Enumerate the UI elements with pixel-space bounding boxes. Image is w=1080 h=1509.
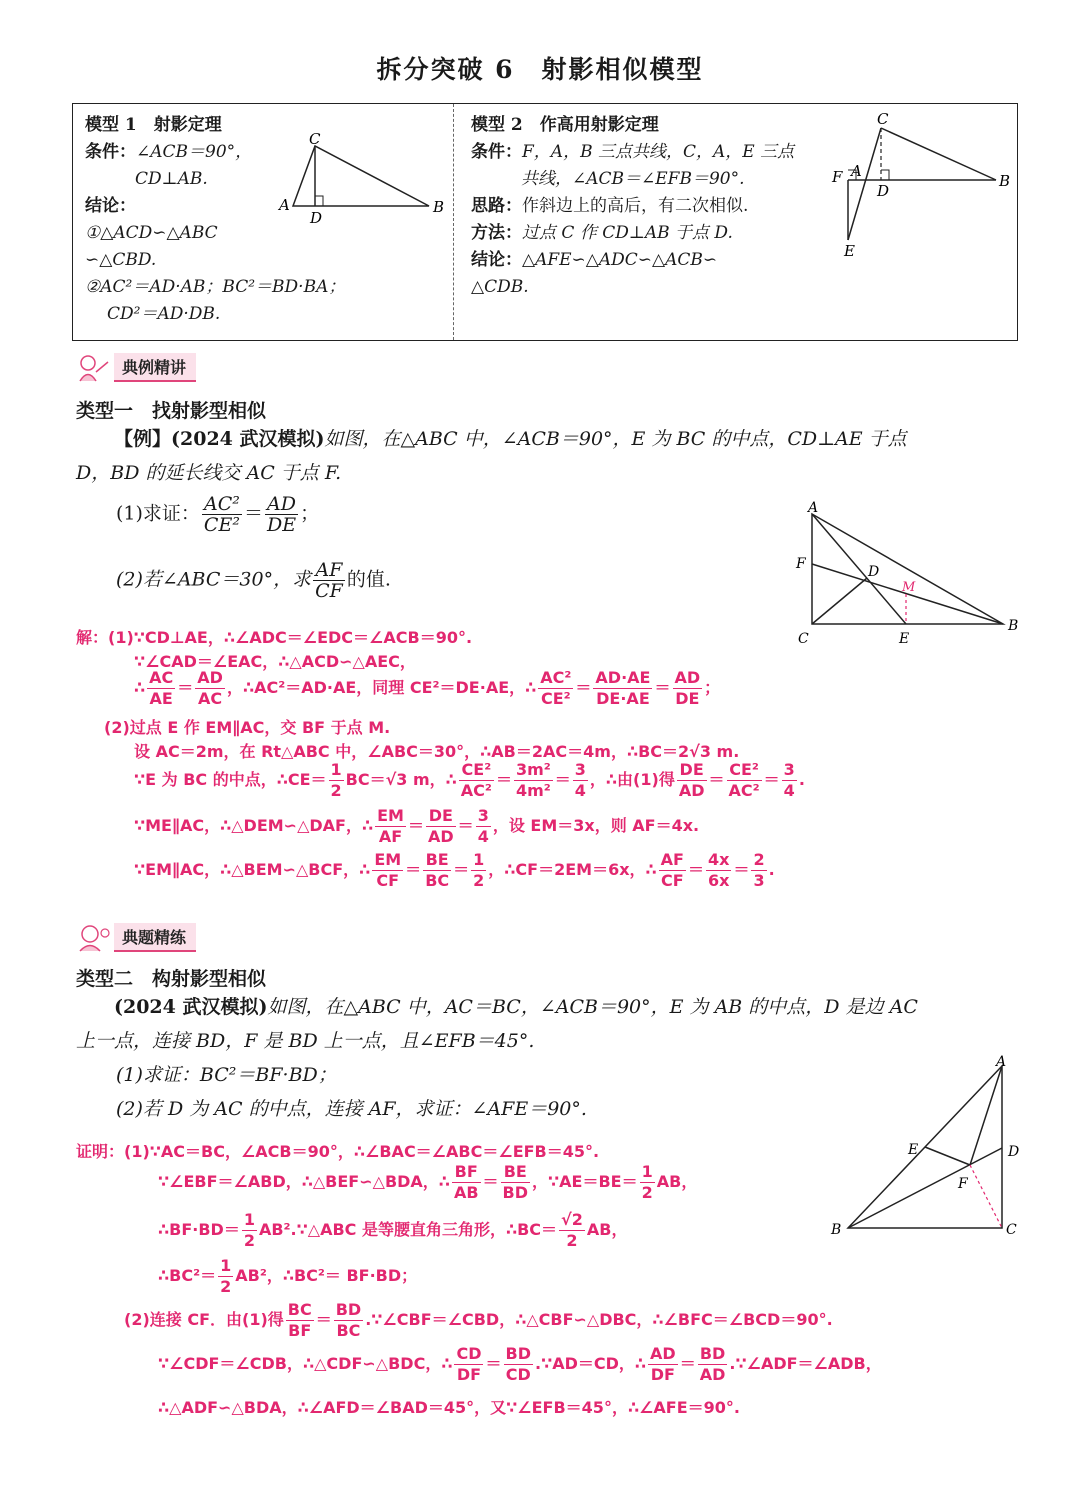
proof-l7: ∴△ADF∽△BDA，∴∠AFD＝∠BAD＝45°，又∵∠EFB＝45°，∴∠AFE＝90°. <box>158 1398 741 1417</box>
q1-frac-right-num: AD <box>265 494 298 515</box>
model1-heading: 模型 1 射影定理 <box>85 115 222 135</box>
model2-condition-2: 共线，∠ACB＝∠EFB＝90°. <box>521 169 745 189</box>
pf-l6-f1n: CD <box>456 1344 482 1363</box>
sol-l6-f4n: 3 <box>574 760 586 779</box>
pf-l4-f1d: 2 <box>220 1277 232 1296</box>
sol-l8-f3d: 2 <box>473 871 485 890</box>
model1-condition-label: 条件： <box>85 142 136 162</box>
sol-l8-a: ∵EM∥AC，∴△BEM∽△BCF，∴ <box>134 860 371 879</box>
pf-l6-frac1 <box>454 1344 483 1385</box>
solution-l7 <box>134 806 699 847</box>
sol-l6-frac4 <box>573 760 588 801</box>
sol-l8-f5d: 6x <box>708 871 730 890</box>
sol-l7-frac3 <box>476 806 491 847</box>
sol-l7-f2n: DE <box>426 806 456 827</box>
sol-l8-frac6 <box>751 850 766 891</box>
sol-l6-f3d: 4m² <box>515 781 551 800</box>
example-figure <box>780 500 1030 650</box>
ex-label-c: C <box>798 631 809 647</box>
pf-l2-f3n: 1 <box>641 1162 653 1181</box>
sol-l7-f2d: AD <box>428 827 454 846</box>
pf-l2-f1n: BF <box>452 1162 481 1183</box>
pf-l2-f3d: 2 <box>641 1183 653 1202</box>
sol-l8-f6n: 2 <box>753 850 765 869</box>
sol-l6-f2d: AC² <box>460 781 492 800</box>
ex-label-b: B <box>1008 618 1019 634</box>
sol-l6-g: ＝ <box>763 770 780 789</box>
sol-l6-frac7 <box>782 760 797 801</box>
sol-l6-f: ＝ <box>708 770 725 789</box>
sol-l3-f2n: AD <box>197 668 223 687</box>
q1-prefix: (1)求证： <box>116 502 200 525</box>
sol-l6-frac2 <box>459 760 494 801</box>
sol-l7-f1d: AF <box>378 827 403 846</box>
sol-l8-frac2 <box>423 850 451 891</box>
sol-l7-b: ＝ <box>407 816 424 835</box>
sol-l7-f1n: EM <box>377 806 404 825</box>
pf-l6-frac3 <box>648 1344 678 1385</box>
model2-method-label: 方法： <box>471 223 522 243</box>
sol-l6-f2n: CE² <box>459 760 494 781</box>
pf-l3-c: AB， <box>586 1220 628 1239</box>
q1-frac-left <box>202 494 242 535</box>
q1-frac-right <box>265 494 298 535</box>
pf-l6-d: ＝ <box>679 1354 696 1373</box>
example-problem <box>76 422 1020 490</box>
sol-l8-f4d: CF <box>660 871 684 890</box>
pf-l5-f1n: BC <box>287 1300 312 1319</box>
solution-l8 <box>134 850 775 891</box>
pf-l2-b: ＝ <box>482 1172 499 1191</box>
pf-l3-a: ∴BF·BD＝ <box>158 1220 240 1239</box>
practice-q1: (1)求证：BC²＝BF·BD； <box>116 1064 337 1086</box>
sol-l3-b: ＝ <box>177 678 194 697</box>
pf-l6-frac2 <box>504 1344 533 1385</box>
sol-l3-f: ； <box>704 678 721 697</box>
student-icon <box>74 924 112 952</box>
sol-l6-f6n: CE² <box>727 760 762 781</box>
model-divider <box>453 104 454 340</box>
model2-label-d: D <box>877 182 890 200</box>
practice-source: (2024 武汉模拟) <box>114 996 268 1018</box>
model1-right-angle-mark <box>315 196 323 206</box>
pf-l5-c: .∵∠CBF＝∠CBD，∴△CBF∽△DBC，∴∠BFC＝∠BCD＝90°. <box>365 1310 833 1329</box>
sol-l6-frac3 <box>514 760 553 801</box>
pr-line-ef <box>925 1147 970 1165</box>
q1-suffix: ； <box>300 502 320 525</box>
pf-l5-f1d: BF <box>288 1321 312 1340</box>
pf-l4-frac1 <box>218 1256 233 1297</box>
example-line2: D，BD 的延长线交 AC 于点 F. <box>76 462 342 484</box>
sol-l3-frac3 <box>538 668 573 709</box>
pf-l6-f4d: AD <box>699 1365 726 1384</box>
ex-label-a: A <box>808 500 819 516</box>
pf-l5-frac2 <box>334 1300 363 1341</box>
pf-l3-frac2 <box>559 1210 585 1251</box>
model1-conclusion-label: 结论： <box>85 196 136 216</box>
example-tag: 【例】 <box>114 428 172 450</box>
sol-l6-f5n: DE <box>677 760 707 781</box>
sol-l8-d: ，∴CF＝2EM＝6x，∴ <box>488 860 657 879</box>
pf-l6-f3d: DF <box>650 1365 675 1384</box>
sol-l3-f5d: DE <box>675 689 700 708</box>
ex-label-e: E <box>899 631 910 647</box>
section1-type-heading: 类型一 找射影型相似 <box>76 400 267 422</box>
model2-label-e: E <box>844 242 855 260</box>
sol-l6-f4d: 4 <box>574 781 586 800</box>
model1-conclusion-4: CD²＝AD·DB. <box>107 304 221 324</box>
model1-triangle <box>293 146 429 206</box>
solution-l6 <box>134 760 805 801</box>
pf-l6-f4n: BD <box>698 1344 728 1365</box>
pf-l2-d: AB， <box>656 1172 698 1191</box>
proof-l2 <box>158 1162 697 1203</box>
sol-l8-c: ＝ <box>453 860 470 879</box>
model2-heading: 模型 2 作高用射影定理 <box>471 115 659 135</box>
model1-label-d: D <box>310 209 323 227</box>
sol-l6-a: ∵E 为 BC 的中点，∴CE＝ <box>134 770 327 789</box>
pf-l2-frac2 <box>501 1162 530 1203</box>
proof-l4 <box>158 1256 417 1297</box>
sol-l8-f5n: 4x <box>708 850 730 869</box>
proof-l6 <box>158 1344 882 1385</box>
sol-l8-e: ＝ <box>687 860 704 879</box>
pr-line-bd <box>848 1148 1002 1228</box>
practice-figure <box>826 1056 1026 1246</box>
pf-l6-c: .∵AD＝CD，∴ <box>534 1354 647 1373</box>
sol-l3-f5n: AD <box>674 668 701 687</box>
sol-l8-f2n: BE <box>423 850 451 871</box>
ex-triangle-abc <box>812 514 1003 624</box>
model2-idea: 作斜边上的高后，有二次相似. <box>522 196 749 216</box>
section2-type-heading: 类型二 构射影型相似 <box>76 968 267 990</box>
ex-label-m: M <box>902 580 916 595</box>
pr-label-b: B <box>831 1222 842 1238</box>
pf-l6-a: ∵∠CDF＝∠CDB，∴△CDF∽△BDC，∴ <box>158 1354 453 1373</box>
practice-line2: 上一点，连接 BD，F 是 BD 上一点，且∠EFB＝45°. <box>76 1030 535 1052</box>
section2-badge <box>74 922 196 952</box>
solution-l1: 解：(1)∵CD⊥AE，∴∠ADC＝∠EDC＝∠ACB＝90°. <box>76 628 473 647</box>
pf-l2-c: ，∵AE＝BE＝ <box>532 1172 638 1191</box>
pr-label-e: E <box>908 1142 919 1158</box>
sol-l3-d: ＝ <box>575 678 592 697</box>
practice-line1: 如图，在△ABC 中，AC＝BC，∠ACB＝90°，E 为 AB 的中点，D 是边 AC <box>267 996 918 1018</box>
model2-figure <box>821 112 1011 262</box>
section1-badge <box>74 352 196 382</box>
sol-l6-frac6 <box>727 760 762 801</box>
pf-l3-f1d: 2 <box>243 1231 255 1250</box>
model2-label-a: A <box>851 162 862 180</box>
model1-label-a: A <box>279 196 290 214</box>
model1-condition-1: ∠ACB＝90°， <box>136 142 253 162</box>
model2-line-cb <box>881 128 996 180</box>
model2-idea-label: 思路： <box>471 196 522 216</box>
example-source: (2024 武汉模拟) <box>171 428 325 450</box>
pf-l6-e: .∵∠ADF＝∠ADB， <box>729 1354 882 1373</box>
pf-l6-b: ＝ <box>485 1354 502 1373</box>
solution-l4: (2)过点 E 作 EM∥AC，交 BF 于点 M. <box>104 718 391 737</box>
solution-l5: 设 AC＝2m，在 Rt△ABC 中，∠ABC＝30°，∴AB＝2AC＝4m，∴BC＝2√3 m. <box>134 742 740 761</box>
model2-method: 过点 C 作 CD⊥AB 于点 D. <box>522 223 733 243</box>
sol-l8-f3n: 1 <box>473 850 485 869</box>
model2-conclusion-2: △CDB. <box>471 277 529 297</box>
model1-label-b: B <box>433 198 445 216</box>
pf-l4-f1n: 1 <box>220 1256 232 1275</box>
example-line1: 如图，在△ABC 中，∠ACB＝90°，E 为 BC 的中点，CD⊥AE 于点 <box>324 428 907 450</box>
sol-l3-f3n: AC² <box>540 668 572 687</box>
sol-l7-f3n: 3 <box>477 806 489 825</box>
q1-frac-left-num: AC² <box>202 494 242 515</box>
section1-badge-text: 典例精讲 <box>114 353 196 382</box>
pf-l3-b: AB².∵△ABC 是等腰直角三角形，∴BC＝ <box>258 1220 558 1239</box>
model1-conclusion-1: ①△ACD∽△ABC <box>85 223 218 243</box>
proof-l5 <box>124 1300 833 1341</box>
model1-figure <box>273 130 453 227</box>
ex-line-cd <box>812 578 867 624</box>
sol-l3-frac1 <box>147 668 175 709</box>
pf-l2-f1d: AB <box>453 1183 479 1202</box>
q2-prefix: (2)若∠ABC＝30°，求 <box>116 568 312 591</box>
question1 <box>116 494 716 535</box>
sol-l8-frac3 <box>471 850 486 891</box>
pf-l6-f3n: AD <box>650 1344 676 1363</box>
sol-l3-f4d: DE·AE <box>596 689 650 708</box>
sol-l6-f1d: 2 <box>330 781 342 800</box>
sol-l3-a: ∴ <box>134 678 146 697</box>
sol-l3-f4n: AD·AE <box>595 668 651 687</box>
proof-l1: 证明：(1)∵AC＝BC，∠ACB＝90°，∴∠BAC＝∠ABC＝∠EFB＝45°. <box>76 1142 600 1161</box>
pr-line-cf <box>970 1165 1002 1228</box>
sol-l6-frac5 <box>677 760 707 801</box>
q2-frac <box>313 560 345 601</box>
model1-conclusion-2: ∽△CBD. <box>85 250 157 270</box>
pf-l6-frac4 <box>698 1344 728 1385</box>
sol-l7-f3d: 4 <box>477 827 489 846</box>
section2-badge-text: 典题精练 <box>114 923 196 952</box>
pf-l5-f2d: BC <box>336 1321 361 1340</box>
sol-l8-f2d: BC <box>425 871 450 890</box>
sol-l3-frac5 <box>673 668 703 709</box>
sol-l3-frac4 <box>593 668 652 709</box>
model1-condition-2: CD⊥AB. <box>135 169 208 189</box>
sol-l7-c: ＝ <box>457 816 474 835</box>
pf-l2-f2n: BE <box>501 1162 530 1183</box>
pf-l2-frac3 <box>640 1162 655 1203</box>
pf-l4-b: AB²，∴BC²＝ BF·BD； <box>235 1266 418 1285</box>
model1-label-c: C <box>309 130 321 148</box>
ex-label-d: D <box>868 564 880 580</box>
pf-l5-f2n: BD <box>335 1300 362 1319</box>
model2-label-b: B <box>999 172 1011 190</box>
pf-l6-f1d: DF <box>456 1365 482 1384</box>
sol-l3-f2d: AC <box>198 689 223 708</box>
sol-l6-c: ＝ <box>495 770 512 789</box>
pf-l4-a: ∴BC²＝ <box>158 1266 217 1285</box>
practice-q2: (2)若 D 为 AC 的中点，连接 AF，求证：∠AFE＝90°. <box>116 1098 587 1120</box>
solution-l3 <box>134 668 720 709</box>
model2-label-f: F <box>832 168 843 186</box>
pf-l3-f2d: 2 <box>566 1231 578 1250</box>
model2-label-c: C <box>877 110 889 128</box>
sol-l8-f4n: AF <box>660 850 684 869</box>
sol-l6-f1n: 1 <box>330 760 342 779</box>
sol-l6-f6d: AC² <box>728 781 760 800</box>
pr-label-d: D <box>1008 1144 1020 1160</box>
sol-l8-b: ＝ <box>405 860 422 879</box>
q2-suffix: 的值. <box>346 568 391 591</box>
sol-l8-f: ＝ <box>733 860 750 879</box>
sol-l6-f7d: 4 <box>783 781 795 800</box>
model2-right-angle-d <box>881 170 889 180</box>
question2 <box>116 560 716 601</box>
pr-label-f: F <box>958 1176 968 1192</box>
model-box <box>72 103 1018 341</box>
pr-label-c: C <box>1006 1222 1017 1238</box>
model2-condition-label: 条件： <box>471 142 522 162</box>
model2-conclusion-1: △AFE∽△ADC∽△ACB∽ <box>522 250 718 270</box>
sol-l8-f1d: CF <box>376 871 400 890</box>
q2-frac-den: CF <box>315 580 343 602</box>
sol-l7-d: ，设 EM＝3x，则 AF＝4x. <box>492 816 700 835</box>
sol-l3-f1n: AC <box>149 668 174 687</box>
teacher-icon <box>74 354 112 382</box>
ex-label-f: F <box>796 556 806 572</box>
pf-l5-b: ＝ <box>315 1310 332 1329</box>
sol-l8-g: . <box>768 860 775 879</box>
sol-l6-h: . <box>798 770 805 789</box>
sol-l6-f7n: 3 <box>783 760 795 779</box>
model1-conclusion-3: ②AC²＝AD·AB；BC²＝BD·BA； <box>85 277 346 297</box>
model2-condition-1: F，A，B 三点共线，C，A，E 三点 <box>522 142 795 162</box>
sol-l8-frac4 <box>659 850 686 891</box>
sol-l3-f1d: AE <box>149 689 173 708</box>
proof-l3 <box>158 1210 627 1251</box>
sol-l8-f6d: 3 <box>753 871 765 890</box>
sol-l8-frac1 <box>372 850 403 891</box>
pr-label-a: A <box>996 1054 1007 1070</box>
q1-eq: ＝ <box>243 502 263 525</box>
pf-l2-frac1 <box>452 1162 481 1203</box>
solution-l2: ∵∠CAD＝∠EAC，∴△ACD∽△AEC， <box>134 652 416 671</box>
model2-conclusion-label: 结论： <box>471 250 522 270</box>
q2-frac-num: AF <box>313 560 345 581</box>
pf-l3-f1n: 1 <box>243 1210 255 1229</box>
sol-l3-e: ＝ <box>654 678 671 697</box>
sol-l8-f1n: EM <box>374 850 402 869</box>
sol-l6-frac1 <box>329 760 344 801</box>
pf-l6-f2n: BD <box>505 1344 531 1363</box>
q1-frac-right-den: DE <box>266 514 297 536</box>
sol-l6-d: ＝ <box>554 770 571 789</box>
page-title: 拆分突破 6 射影相似模型 <box>376 55 704 84</box>
pf-l3-frac1 <box>242 1210 257 1251</box>
sol-l3-f3d: CE² <box>540 689 571 708</box>
pf-l6-f2d: CD <box>505 1365 531 1384</box>
sol-l7-frac1 <box>375 806 406 847</box>
sol-l6-f3n: 3m² <box>515 760 551 779</box>
sol-l8-frac5 <box>706 850 731 891</box>
sol-l7-frac2 <box>426 806 456 847</box>
pf-l5-a: (2)连接 CF．由(1)得 <box>124 1310 284 1329</box>
pf-l3-f2n: √2 <box>561 1210 583 1229</box>
pf-l5-frac1 <box>286 1300 314 1341</box>
sol-l6-b: BC＝√3 m，∴ <box>345 770 457 789</box>
sol-l7-a: ∵ME∥AC，∴△DEM∽△DAF，∴ <box>134 816 374 835</box>
sol-l3-frac2 <box>195 668 225 709</box>
sol-l3-c: ，∴AC²＝AD·AE，同理 CE²＝DE·AE，∴ <box>226 678 537 697</box>
pf-l2-f2d: BD <box>502 1183 529 1202</box>
sol-l6-f5d: AD <box>678 781 705 800</box>
pf-l2-a: ∵∠EBF＝∠ABD，∴△BEF∽△BDA，∴ <box>158 1172 450 1191</box>
sol-l6-e: ，∴由(1)得 <box>589 770 675 789</box>
q1-frac-left-den: CE² <box>203 514 240 536</box>
